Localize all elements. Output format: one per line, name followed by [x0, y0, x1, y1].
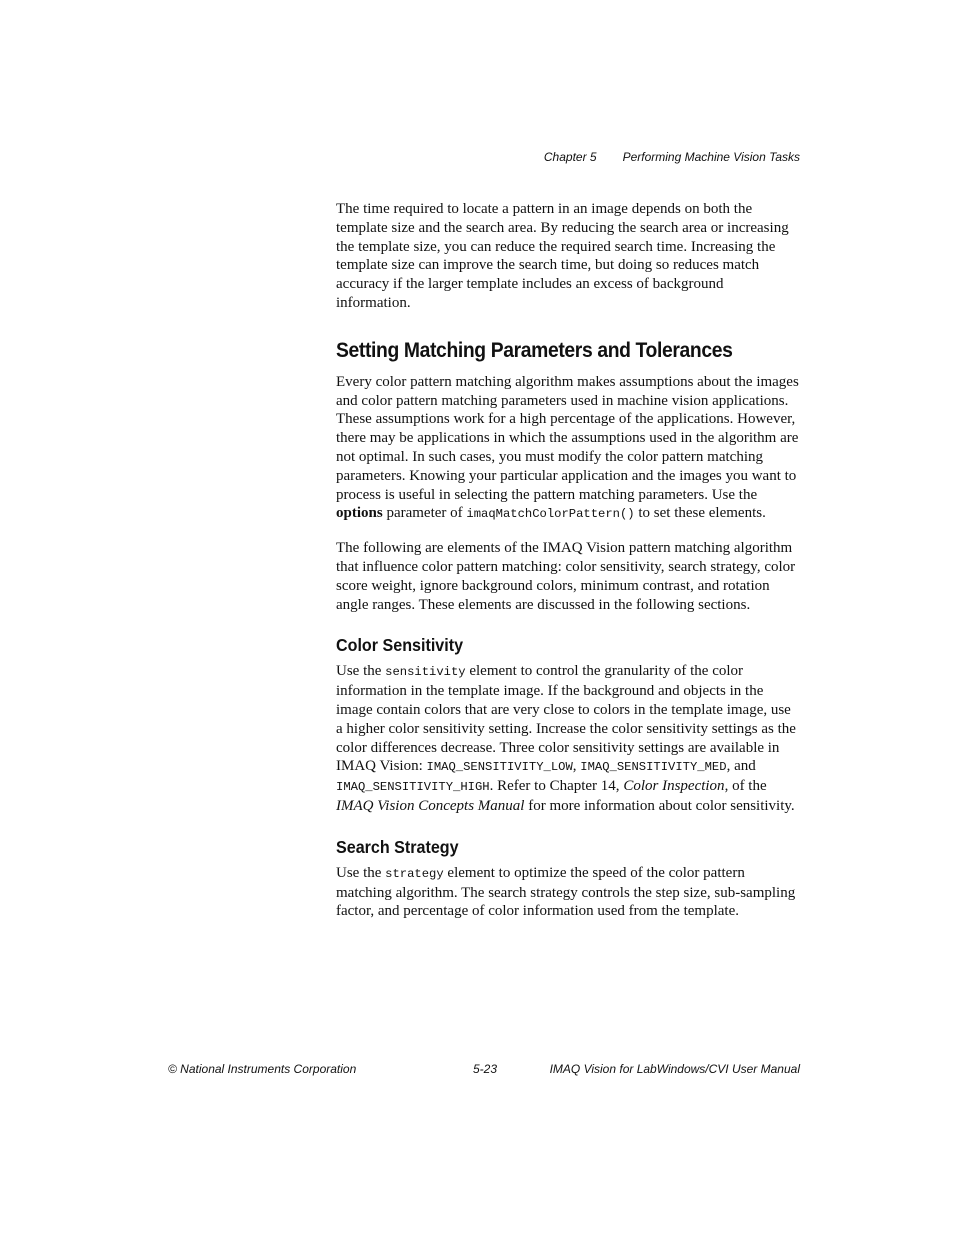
- color-sensitivity-paragraph: [336, 662, 800, 815]
- ss-text-b: element to optimize the speed of the color pattern matching algorithm. The search strategy controls the step size, sub-sampling factor, and percentage of color information used from the template.: [336, 864, 796, 920]
- strategy-code: strategy: [385, 866, 444, 881]
- color-inspection-ref: Color Inspection: [623, 778, 725, 795]
- search-strategy-heading: Search Strategy: [336, 836, 459, 857]
- cs-text-e: for more information about color sensitivity.: [524, 797, 795, 814]
- sensitivity-med-code: IMAQ_SENSITIVITY_MED: [580, 760, 727, 775]
- sensitivity-code: sensitivity: [385, 665, 466, 680]
- intro-paragraph: The time required to locate a pattern in an image depends on both the template size and the search area. By reducing the search area or increasing the template size, you can reduce the required search time. Increasing the template size can improve the search time, but doing so reduces match accuracy if the larger template includes an excess of background information.: [336, 201, 789, 311]
- sensitivity-high-code: IMAQ_SENSITIVITY_HIGH: [336, 780, 490, 795]
- page-body: [336, 200, 800, 921]
- concepts-manual-ref: IMAQ Vision Concepts Manual: [336, 797, 525, 814]
- options-parameter: options: [336, 505, 383, 522]
- section-paragraph-2: The following are elements of the IMAQ Vision pattern matching algorithm that influence color pattern matching: color sensitivity, search strategy, color score weight, ignore background colors, minimum contrast, and rotation angle ranges. These elements are discussed in the following sections.: [336, 540, 796, 613]
- search-strategy-paragraph: [336, 864, 800, 921]
- cs-text-a: Use the: [336, 663, 386, 680]
- footer-manual-title: IMAQ Vision for LabWindows/CVI User Manual: [549, 1062, 800, 1076]
- ss-text-a: Use the: [336, 864, 386, 881]
- section-p1-text-c: to set these elements.: [634, 505, 766, 522]
- header-chapter-title: Performing Machine Vision Tasks: [622, 150, 800, 164]
- section-paragraph-1: [336, 373, 800, 524]
- color-sensitivity-heading: Color Sensitivity: [336, 635, 464, 656]
- section-p1-text-a: Every color pattern matching algorithm makes assumptions about the images and color pattern matching parameters used in machine vision applications. These assumptions work for a high percentage of the applications. However, there may be applications in which the assumptions used in the algorithm are not optimal. In such cases, you must modify the color pattern matching parameters. Knowing your particular application and the images you want to process is useful in selecting the pattern matching parameters. Use the: [336, 373, 799, 503]
- cs-text-c: . Refer to Chapter 14,: [489, 778, 624, 795]
- cs-sep-2: , and: [726, 758, 756, 775]
- header-chapter: Chapter 5: [543, 150, 597, 164]
- section-p1-text-b: parameter of: [382, 505, 467, 522]
- function-name-code: imaqMatchColorPattern(): [466, 507, 635, 522]
- cs-text-d: , of the: [724, 778, 767, 795]
- cs-sep-1: ,: [572, 758, 581, 775]
- section-heading: Setting Matching Parameters and Tolerances: [336, 338, 733, 362]
- footer-copyright: © National Instruments Corporation: [168, 1062, 357, 1076]
- cs-text-b: element to control the granularity of the color information in the template image. If the background and objects in the image contain colors that are very close to colors in the template image, use a higher color sensitivity setting. Increase the color sensitivity settings as the color differences decrease. Three color sensitivity settings are available in IMAQ Vision:: [336, 663, 796, 775]
- footer-page-number: 5-23: [473, 1062, 498, 1076]
- running-header: [544, 150, 800, 164]
- sensitivity-low-code: IMAQ_SENSITIVITY_LOW: [426, 760, 573, 775]
